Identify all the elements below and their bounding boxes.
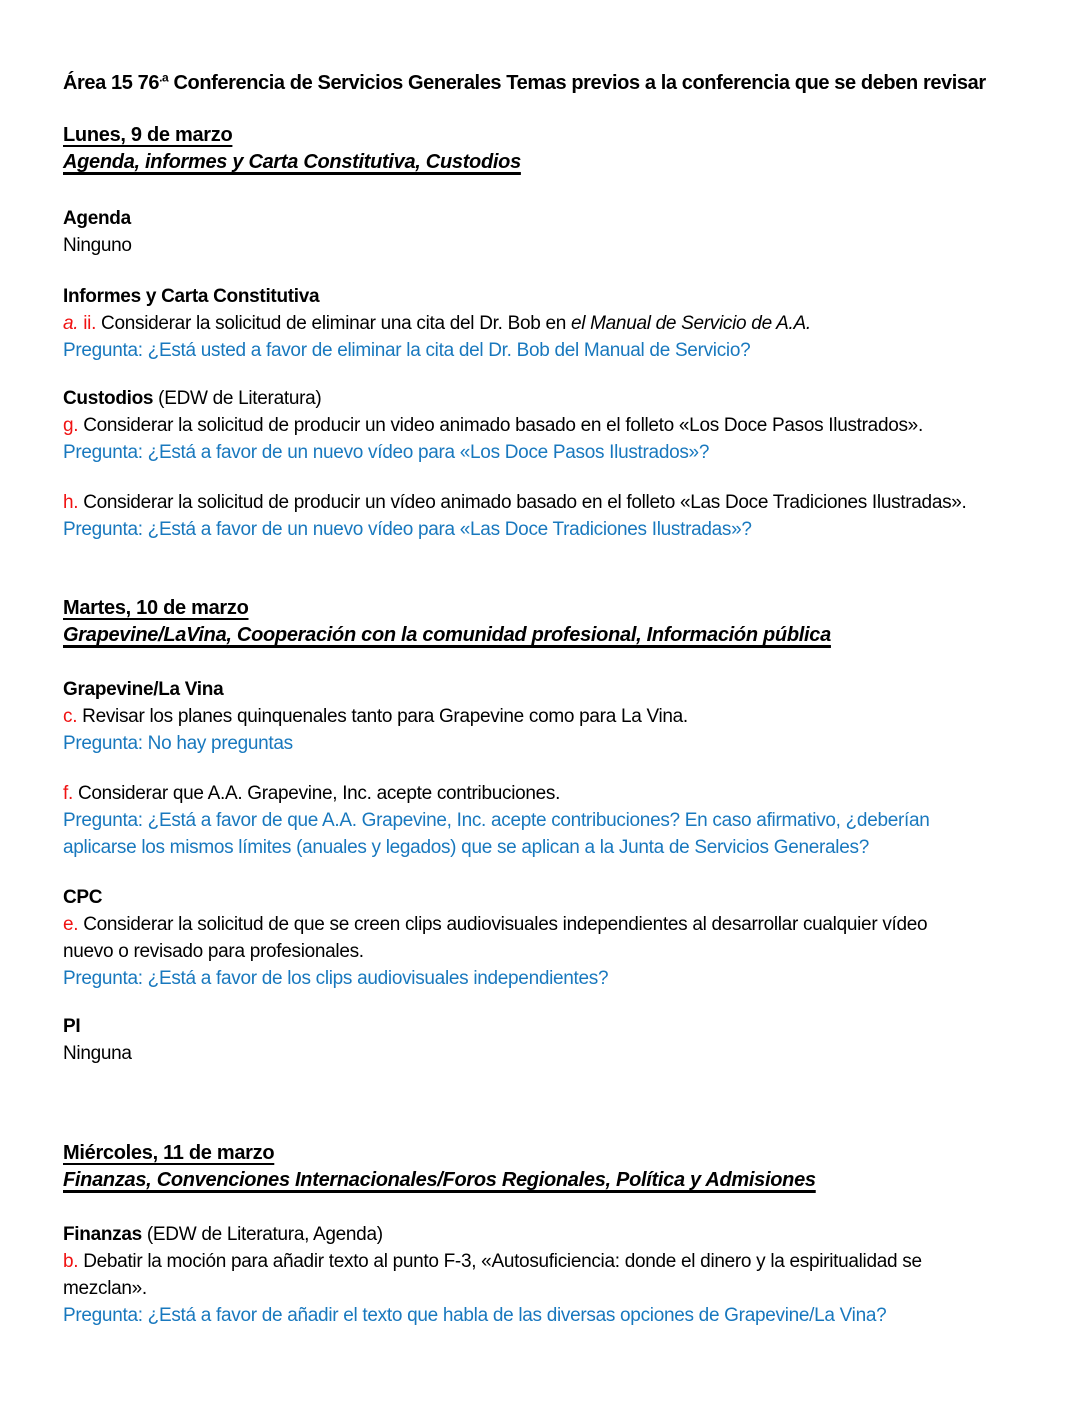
ordinal-superscript: .a xyxy=(159,70,169,85)
section-heading-label: CPC xyxy=(63,887,103,908)
item-text: Considerar la solicitud de producir un vídeo animado basado en el folleto «Las Doce Tradiciones Ilustradas». xyxy=(78,492,967,513)
section-heading-finanzas xyxy=(63,1221,1068,1248)
agenda-item-c xyxy=(63,703,1068,730)
day-date-lunes: Lunes, 9 de marzo xyxy=(63,124,233,146)
item-text: Considerar que A.A. Grapevine, Inc. acepte contribuciones. xyxy=(72,783,561,804)
item-text-italic: el Manual de Servicio de A.A. xyxy=(570,313,811,334)
question-line: Pregunta: ¿Está a favor de los clips audiovisuales independientes? xyxy=(63,968,609,989)
item-marker: e. xyxy=(63,914,79,935)
item-text-continued: nuevo o revisado para profesionales. xyxy=(63,941,364,962)
document-title xyxy=(63,70,1068,97)
title-prefix: Área 15 76 xyxy=(63,72,160,94)
section-heading-suffix: (EDW de Literatura, Agenda) xyxy=(141,1224,383,1245)
day-subtitle-miercoles: Finanzas, Convenciones Internacionales/Foros Regionales, Política y Admisiones xyxy=(63,1169,816,1191)
section-heading-label: Grapevine/La Vina xyxy=(63,679,224,700)
agenda-item-g xyxy=(63,412,1068,439)
question-line: Pregunta: ¿Está a favor de que A.A. Grapevine, Inc. acepte contribuciones? En caso afirmativo, ¿deberían xyxy=(63,810,930,831)
section-heading-label: Finanzas xyxy=(63,1224,142,1245)
day-subtitle-lunes: Agenda, informes y Carta Constitutiva, Custodios xyxy=(63,151,521,173)
section-heading-label: Agenda xyxy=(63,208,131,229)
question-line: Pregunta: ¿Está a favor de un nuevo vídeo para «Las Doce Tradiciones Ilustradas»? xyxy=(63,519,752,540)
agenda-item-a-ii xyxy=(63,310,1068,337)
item-text: Considerar la solicitud de eliminar una cita del Dr. Bob en xyxy=(96,313,571,334)
question-line: Pregunta: ¿Está a favor de añadir el texto que habla de las diversas opciones de Grapevine/La Vina? xyxy=(63,1305,887,1326)
item-text: Considerar la solicitud de que se creen clips audiovisuales independientes al desarrollar cualquier vídeo xyxy=(78,914,928,935)
title-rest: Conferencia de Servicios Generales Temas previos a la conferencia que se deben revisar xyxy=(168,72,986,94)
section-body-pi: Ninguna xyxy=(63,1043,132,1064)
item-text: Debatir la moción para añadir texto al punto F-3, «Autosuficiencia: donde el dinero y la espiritualidad se xyxy=(78,1251,922,1272)
section-heading-cpc xyxy=(63,884,1068,911)
section-body-agenda: Ninguno xyxy=(63,235,132,256)
question-line: aplicarse los mismos límites (anuales y legados) que se aplican a la Junta de Servicios Generales? xyxy=(63,837,869,858)
agenda-item-b xyxy=(63,1248,1068,1275)
day-date-miercoles: Miércoles, 11 de marzo xyxy=(63,1142,275,1164)
section-heading-pi xyxy=(63,1013,1068,1040)
item-marker: c. xyxy=(63,706,78,727)
item-marker: g. xyxy=(63,415,79,436)
item-text-continued: mezclan». xyxy=(63,1278,147,1299)
section-heading-grapevine xyxy=(63,676,1068,703)
question-line: Pregunta: ¿Está a favor de un nuevo vídeo para «Los Doce Pasos Ilustrados»? xyxy=(63,442,710,463)
section-heading-informes xyxy=(63,283,1068,310)
item-marker: h. xyxy=(63,492,79,513)
question-line: Pregunta: No hay preguntas xyxy=(63,733,293,754)
agenda-item-e xyxy=(63,911,1068,938)
section-heading-label: PI xyxy=(63,1016,81,1037)
item-marker: ii. xyxy=(78,313,97,334)
item-marker: b. xyxy=(63,1251,79,1272)
section-heading-label: Informes y Carta Constitutiva xyxy=(63,286,320,307)
agenda-item-f xyxy=(63,780,1068,807)
question-line: Pregunta: ¿Está usted a favor de eliminar la cita del Dr. Bob del Manual de Servicio? xyxy=(63,340,751,361)
section-heading-suffix: (EDW de Literatura) xyxy=(153,388,322,409)
item-text: Considerar la solicitud de producir un video animado basado en el folleto «Los Doce Pasos Ilustrados». xyxy=(78,415,923,436)
item-marker: f. xyxy=(63,783,73,804)
section-heading-agenda xyxy=(63,205,1068,232)
agenda-item-h xyxy=(63,489,1068,516)
section-heading-custodios xyxy=(63,385,1068,412)
item-marker: a. xyxy=(63,313,79,334)
day-date-martes: Martes, 10 de marzo xyxy=(63,597,249,619)
item-text: Revisar los planes quinquenales tanto para Grapevine como para La Vina. xyxy=(77,706,688,727)
section-heading-label: Custodios xyxy=(63,388,154,409)
day-subtitle-martes: Grapevine/LaVina, Cooperación con la comunidad profesional, Información pública xyxy=(63,624,831,646)
